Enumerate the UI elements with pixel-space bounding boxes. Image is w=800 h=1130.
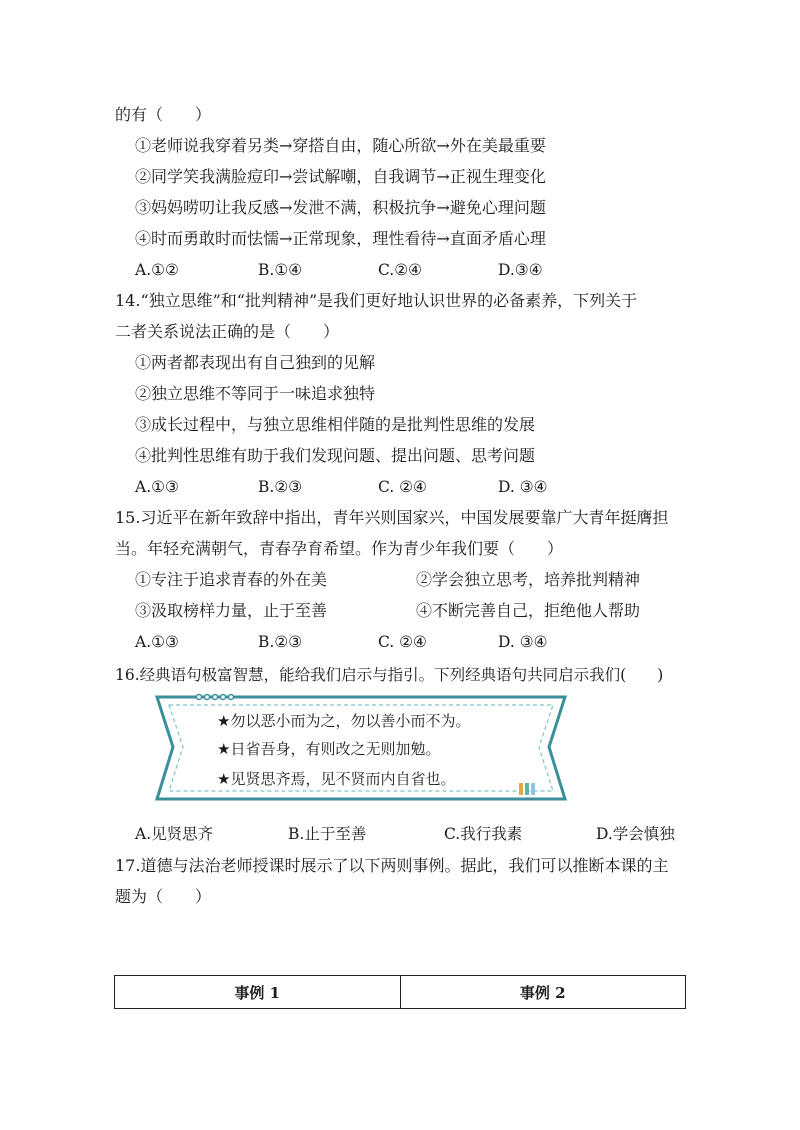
q14-stem-line-1: 14.“独立思维”和“批判精神”是我们更好地认识世界的必备素养，下列关于 [115,291,638,310]
q15-option-a: A.①③ [135,633,179,651]
q15-option-b: B.②③ [258,633,303,651]
q16-stem: 16.经典语句极富智慧，能给我们启示与指引。下列经典语句共同启示我们( ) [115,666,664,684]
q15-item-1: ①专注于追求青春的外在美 [135,570,328,589]
quote-line-1: ★勿以恶小而为之，勿以善小而不为。 [217,712,471,730]
quote-line-3: ★见贤思齐焉，见不贤而内自省也。 [217,770,456,788]
q13-item-3: ③妈妈唠叨让我反感→发泄不满，积极抗争→避免心理问题 [135,198,546,217]
q16-option-b: B.止于至善 [288,825,367,843]
table-header-case-2: 事例 2 [400,976,686,1009]
q13-option-d: D.③④ [498,261,543,279]
q15-item-4: ④不断完善自己，拒绝他人帮助 [416,601,641,620]
table-header-case-1: 事例 1 [115,976,401,1009]
q15-stem-line-1: 15.习近平在新年致辞中指出，青年兴则国家兴，中国发展要靠广大青年挺膺担 [115,508,669,527]
q14-option-d: D. ③④ [498,478,548,496]
q14-stem-line-2: 二者关系说法正确的是（ ） [115,322,340,341]
q16-option-d: D.学会慎独 [596,825,675,843]
q14-item-3: ③成长过程中，与独立思维相伴随的是批判性思维的发展 [135,415,536,434]
table-header-row [115,976,686,1009]
q14-item-1: ①两者都表现出有自己独到的见解 [135,353,376,372]
q15-stem-line-2: 当。年轻充满朝气，青春孕育希望。作为青少年我们要（ ） [115,539,564,558]
quote-line-2: ★日省吾身，有则改之无则加勉。 [217,740,441,758]
pencils-icon [519,783,535,795]
q14-option-a: A.①③ [135,478,179,496]
q13-item-1: ①老师说我穿着另类→穿搭自由，随心所欲→外在美最重要 [135,136,546,155]
q13-option-b: B.①④ [258,261,303,279]
q17-stem-line-1: 17.道德与法治老师授课时展示了以下两则事例。据此，我们可以推断本课的主 [115,856,669,875]
q13-stem-tail: 的有（ ） [115,105,212,124]
case-table [114,975,686,1009]
q13-option-a: A.①② [135,261,179,279]
q16-option-a: A.见贤思齐 [135,825,214,843]
q15-item-3: ③汲取榜样力量，止于至善 [135,601,328,620]
q14-item-4: ④批判性思维有助于我们发现问题、提出问题、思考问题 [135,446,536,465]
q16-option-c: C.我行我素 [444,825,523,843]
q13-item-4: ④时而勇敢时而怯懦→正常现象，理性看待→直面矛盾心理 [135,229,546,248]
q14-option-b: B.②③ [258,478,303,496]
q13-option-c: C.②④ [378,261,423,279]
q14-option-c: C. ②④ [378,478,427,496]
q13-item-2: ②同学笑我满脸痘印→尝试解嘲，自我调节→正视生理变化 [135,167,546,186]
q17-stem-line-2: 题为（ ） [115,887,212,906]
q15-option-c: C. ②④ [378,633,427,651]
quote-frame [155,693,567,801]
q15-item-2: ②学会独立思考，培养批判精神 [416,570,641,589]
q14-item-2: ②独立思维不等同于一味追求独特 [135,384,376,403]
q15-option-d: D. ③④ [498,633,548,651]
